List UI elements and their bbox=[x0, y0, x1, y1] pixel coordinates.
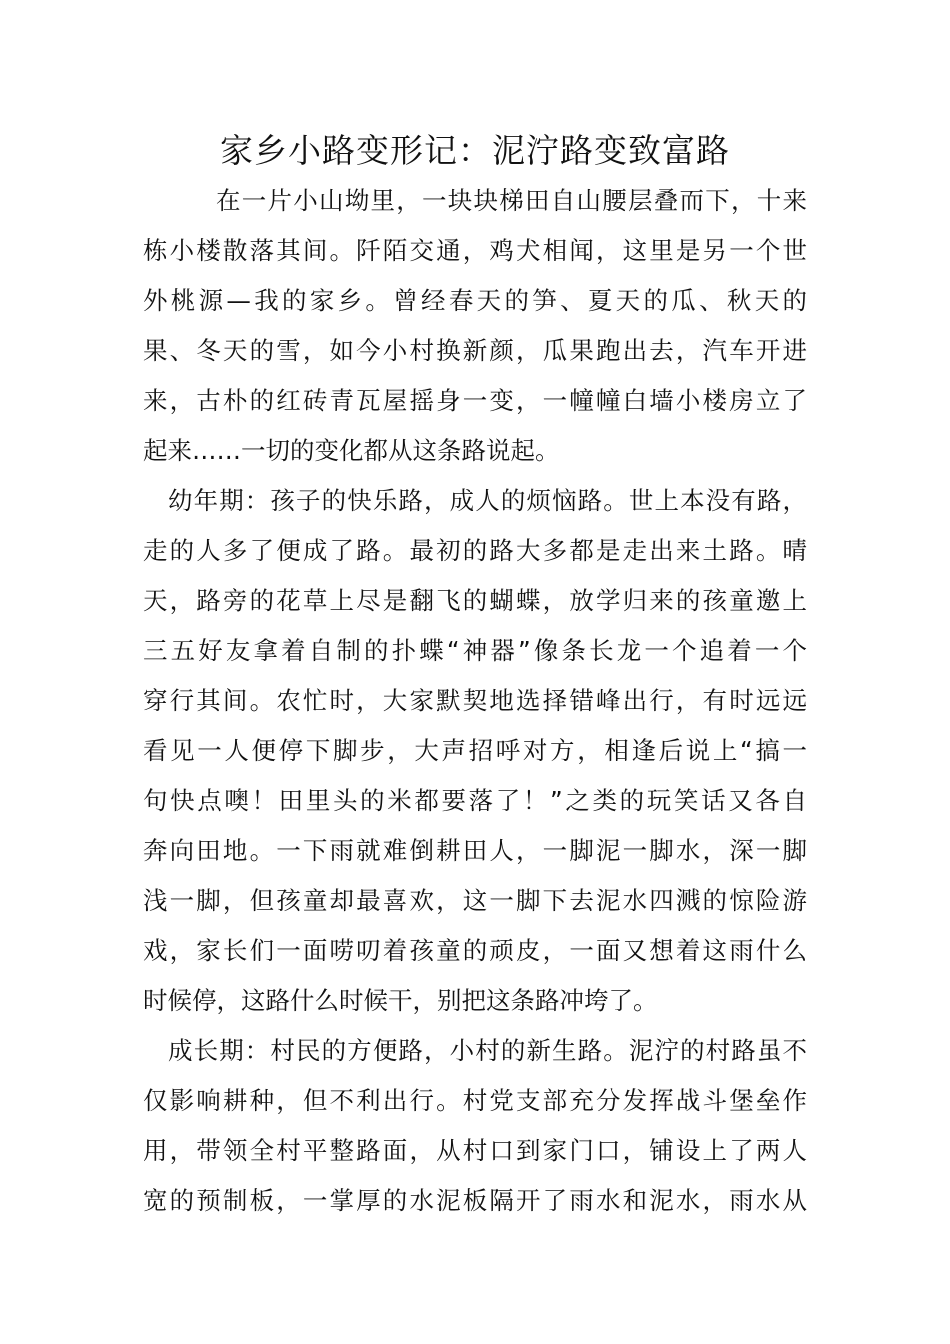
paragraph-line: 外桃源—我的家乡。曾经春天的笋、夏天的瓜、秋天的 bbox=[143, 286, 807, 315]
paragraph-line: 来，古朴的红砖青瓦屋摇身一变，一幢幢白墙小楼房立了 bbox=[143, 386, 807, 415]
paragraph-line: 天，路旁的花草上尽是翻飞的蝴蝶，放学归来的孩童邀上 bbox=[143, 586, 807, 615]
document-body bbox=[143, 176, 807, 1226]
paragraph-line: 走的人多了便成了路。最初的路大多都是走出来土路。晴 bbox=[143, 536, 807, 565]
paragraph-intro bbox=[143, 176, 807, 476]
paragraph-line: 宽的预制板，一掌厚的水泥板隔开了雨水和泥水，雨水从 bbox=[143, 1186, 807, 1215]
paragraph-growth bbox=[143, 1026, 807, 1226]
paragraph-line: 用，带领全村平整路面，从村口到家门口，铺设上了两人 bbox=[143, 1136, 807, 1165]
paragraph-line: 奔向田地。一下雨就难倒耕田人，一脚泥一脚水，深一脚 bbox=[143, 836, 807, 865]
paragraph-line: 在一片小山坳里，一块块梯田自山腰层叠而下，十来 bbox=[216, 186, 807, 215]
paragraph-line: 句快点噢！田里头的米都要落了！”之类的玩笑话又各自 bbox=[143, 786, 807, 815]
paragraph-line: 看见一人便停下脚步，大声招呼对方，相逢后说上“搞一 bbox=[143, 736, 807, 765]
paragraph-line: 幼年期：孩子的快乐路，成人的烦恼路。世上本没有路， bbox=[168, 486, 807, 515]
paragraph-line: 戏，家长们一面唠叨着孩童的顽皮，一面又想着这雨什么 bbox=[143, 936, 807, 965]
paragraph-line: 穿行其间。农忙时，大家默契地选择错峰出行，有时远远 bbox=[143, 686, 807, 715]
paragraph-line: 时候停，这路什么时候干，别把这条路冲垮了。 bbox=[143, 986, 658, 1015]
paragraph-line: 三五好友拿着自制的扑蝶“神器”像条长龙一个追着一个 bbox=[143, 636, 807, 665]
paragraph-line: 仅影响耕种，但不利出行。村党支部充分发挥战斗堡垒作 bbox=[143, 1086, 807, 1115]
paragraph-line: 成长期：村民的方便路，小村的新生路。泥泞的村路虽不 bbox=[168, 1036, 807, 1065]
paragraph-line: 栋小楼散落其间。阡陌交通，鸡犬相闻，这里是另一个世 bbox=[143, 236, 807, 265]
paragraph-childhood bbox=[143, 476, 807, 1026]
paragraph-line: 浅一脚，但孩童却最喜欢，这一脚下去泥水四溅的惊险游 bbox=[143, 886, 807, 915]
paragraph-line: 果、冬天的雪，如今小村换新颜，瓜果跑出去，汽车开进 bbox=[143, 336, 807, 365]
paragraph-line: 起来……一切的变化都从这条路说起。 bbox=[143, 436, 560, 465]
document-title: 家乡小路变形记：泥泞路变致富路 bbox=[220, 131, 730, 170]
